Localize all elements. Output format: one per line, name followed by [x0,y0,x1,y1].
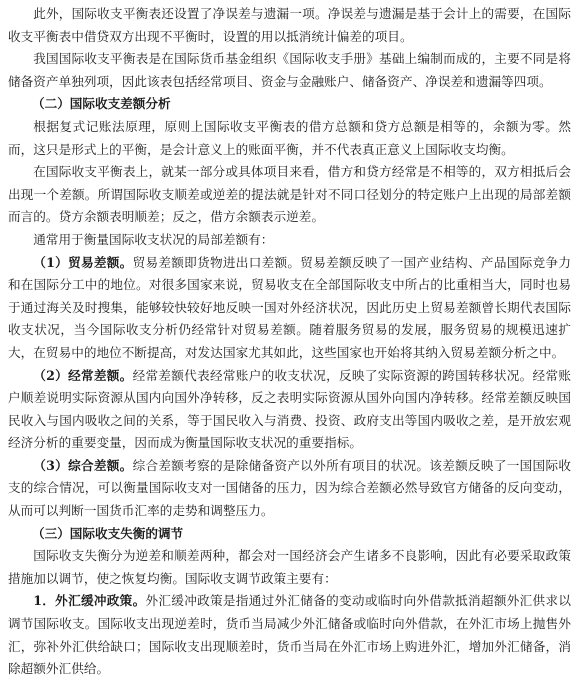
term-overall-balance: （3）综合差额。 [33,457,133,473]
text-trade-balance: 贸易差额即货物进出口差额。贸易差额反映了一国产业结构、产品国际竞争力和在国际分工中的地位。对很多国家来说，贸易收支在全部国际收支中所占的比重相当大，同时也易于通过海关及时搜集，能够较快较好地反映一国对外经济状况，因此历史上贸易差额曾长期代表国际收支状况，当今国际收支分析仍经常针对贸易差额。随着服务贸易的发展，服务贸易的规模迅速扩大，在贸易中的地位不断提高，对发达国家尤其如此，这些国家也开始将其纳入贸易差额分析之中。 [8,254,571,360]
paragraph-overall-balance [8,455,571,523]
term-current-balance: （2）经常差额。 [33,367,133,383]
term-trade-balance: （1）贸易差额。 [33,254,133,270]
paragraph-surplus-deficit: 在国际收支平衡表上，就某一部分或具体项目来看，借方和贷方经常是不相等的，双方相抵后会出现一个差额。所谓国际收支顺差或逆差的提法就是针对不同口径划分的特定账户上出现的局部差额而言的。贷方余额表明顺差；反之，借方余额表示逆差。 [8,164,571,225]
heading-bop-balance-analysis: （二）国际收支差额分析 [32,96,171,112]
paragraph-fx-buffer-policy [8,590,571,680]
term-fx-buffer-policy: 1．外汇缓冲政策。 [33,593,146,609]
paragraph-trade-balance [8,252,571,365]
paragraph-partial-balances-intro: 通常用于衡量国际收支状况的局部差额有： [33,231,274,247]
paragraph-double-entry: 根据复式记账法原理，原则上国际收支平衡表的借方总额和贷方总额是相等的，余额为零。然而，这只是形式上的平衡，是会计意义上的账面平衡，并不代表真正意义上国际收支均衡。 [8,118,571,157]
paragraph-china-bop-table: 我国国际收支平衡表是在国际货币基金组织《国际收支手册》基础上编制而成的，主要不同是将储备资产单独列项，因此该表包括经常项目、资金与金融账户、储备资产、净误差和遗漏等四项。 [8,51,571,89]
heading-bop-imbalance-adjustment: （三）国际收支失衡的调节 [32,525,184,541]
text-overall-balance: 综合差额考察的是除储备资产以外所有项目的状况。该差额反映了一国国际收支的综合情况，可以衡量国际收支对一国储备的压力，因为综合差额必然导致官方储备的反向变动，从而可以判断一国货币汇率的走势和调整压力。 [8,457,571,519]
paragraph-imbalance-policies: 国际收支失衡分为逆差和顺差两种，都会对一国经济会产生诸多不良影响，因此有必要采取政策措施加以调节，使之恢复均衡。国际收支调节政策主要有： [8,548,571,586]
text-fx-buffer-policy: 外汇缓冲政策是指通过外汇储备的变动或临时向外借款抵消超额外汇供求以调节国际收支。国际收支出现逆差时，货币当局减少外汇储备或临时向外借款，在外汇市场上抛售外汇，弥补外汇供给缺口；国际收支出现顺差时，货币当局在外汇市场上购进外汇，增加外汇储备，消除超额外汇供给。 [8,593,571,677]
paragraph-net-errors: 此外，国际收支平衡表还设置了净误差与遗漏一项。净误差与遗漏是基于会计上的需要，在国际收支平衡表中借贷双方出现不平衡时，设置的用以抵消统计偏差的项目。 [8,6,571,44]
text-current-balance: 经常差额代表经常账户的收支状况，反映了实际资源的跨国转移状况。经常账户顺差说明实际资源从国内向国外净转移，反之表明实际资源从国外向国内净转移。经常差额反映国民收入与国内吸收之间的关系，等于国民收入与消费、投资、政府支出等国内吸收之差，是开放宏观经济分析的重要变量，因而成为衡量国际收支状况的重要指标。 [8,367,571,451]
paragraph-current-balance [8,365,571,455]
